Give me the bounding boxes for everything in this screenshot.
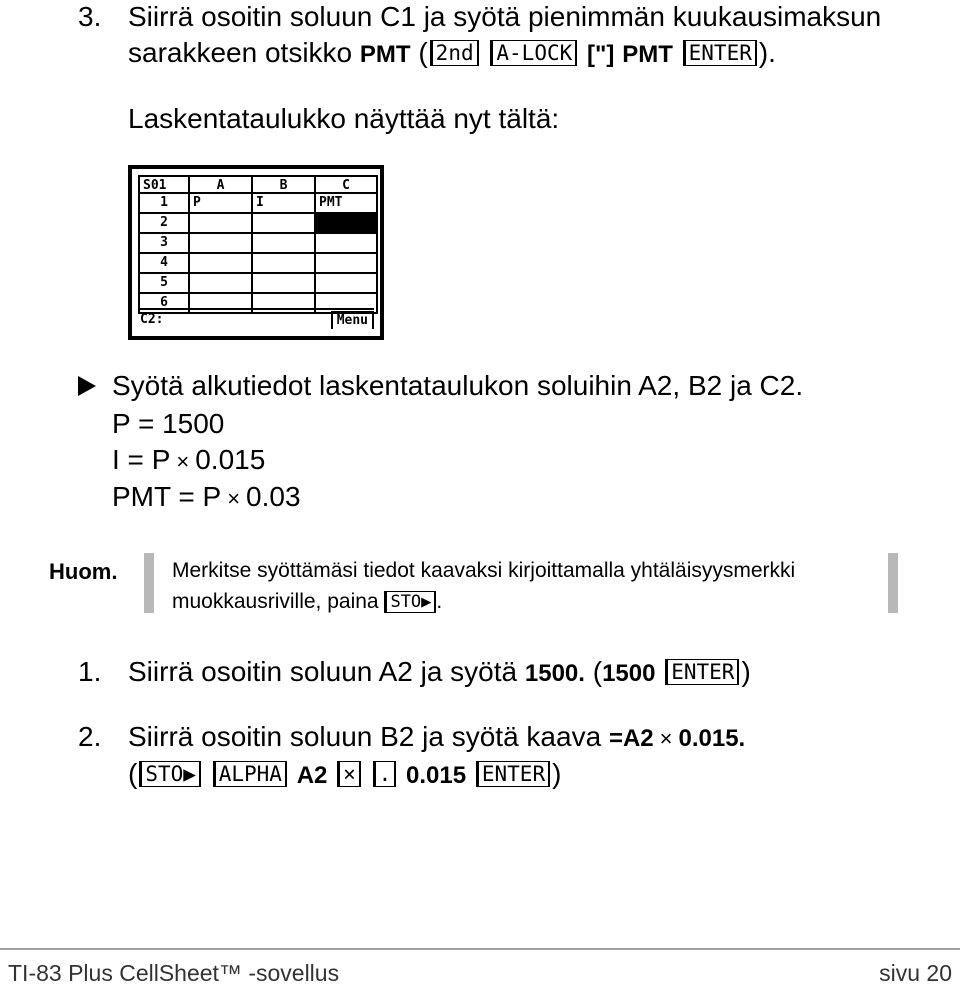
row-number: 5: [138, 274, 190, 294]
formula-pmt-val: 0.03: [246, 481, 301, 512]
cell-b3: [253, 234, 316, 254]
bullet-arrow-icon: [78, 376, 96, 396]
cell-b4: [253, 254, 316, 274]
row-number: 4: [138, 254, 190, 274]
col-header-c: C: [316, 175, 378, 194]
formula-p: P = 1500: [112, 408, 225, 439]
key-enter: ENTER: [683, 40, 757, 66]
key-dot: .: [373, 761, 397, 787]
footer-rule: [0, 948, 960, 950]
times-icon: ×: [659, 726, 673, 751]
step3-pmt-bold-2: PMT: [622, 41, 673, 68]
cell-c3: [316, 234, 378, 254]
times-icon: ×: [176, 449, 190, 474]
key-alock: A-LOCK: [490, 40, 577, 66]
status-cell-ref: C2:: [140, 312, 164, 327]
row-number: 2: [138, 214, 190, 234]
row-number: 1: [138, 194, 190, 214]
corner-cell: S01: [138, 175, 190, 194]
step1-paren: (: [592, 656, 603, 687]
bullet-text: Syötä alkutiedot laskentataulukon soluihin A2, B2 ja C2.: [112, 370, 804, 401]
step1-bold2: 1500: [602, 660, 656, 687]
cell-c1: PMT: [316, 194, 378, 214]
cell-b2: [253, 214, 316, 234]
key-enter: ENTER: [476, 761, 550, 787]
col-header-b: B: [253, 175, 316, 194]
cell-b1: I: [253, 194, 316, 214]
cell-c4: [316, 254, 378, 274]
footer-right: sivu 20: [879, 960, 952, 986]
quote-key: ["]: [587, 41, 615, 68]
key-alpha: ALPHA: [213, 761, 287, 787]
formula-i: [112, 443, 265, 479]
note-bar-right: [888, 553, 898, 613]
key-sto: STO▶: [384, 591, 436, 613]
key-sto: STO▶: [139, 761, 201, 787]
row-number: 3: [138, 234, 190, 254]
row-number: 6: [138, 294, 190, 314]
step3-paren-close: ).: [758, 37, 776, 68]
step2-line2: [128, 757, 561, 793]
note-line2: [172, 587, 442, 617]
cell-b5: [253, 274, 316, 294]
cell-a3: [190, 234, 253, 254]
status-bar: [138, 308, 374, 330]
step1-line: [128, 655, 751, 691]
cell-c2-selected: [316, 214, 378, 234]
step3-paren-open: (: [418, 37, 428, 68]
note-end: .: [436, 590, 443, 613]
formula-pmt: [112, 480, 301, 516]
spreadsheet-grid: [138, 175, 374, 330]
step3-line2: [128, 36, 776, 72]
step2-close: ): [552, 758, 562, 789]
note-bar-left: [144, 553, 154, 613]
cell-a4: [190, 254, 253, 274]
key-2nd: 2nd: [430, 40, 479, 66]
formula-i-pre: I = P: [112, 444, 171, 475]
cell-c5: [316, 274, 378, 294]
note-line2-text: muokkausriville, paina: [172, 590, 379, 613]
note-label: Huom.: [49, 559, 118, 584]
step2-paren: (: [128, 758, 138, 789]
step1-text: Siirrä osoitin soluun A2 ja syötä: [128, 656, 518, 687]
footer-left: TI-83 Plus CellSheet™ -sovellus: [8, 960, 340, 986]
step2-bold2: 0.015.: [678, 725, 746, 752]
step1-bold: 1500.: [524, 660, 585, 687]
menu-softkey: Menu: [331, 311, 374, 329]
cell-a5: [190, 274, 253, 294]
note-line1: Merkitse syöttämäsi tiedot kaavaksi kirjoittamalla yhtäläisyysmerkki: [172, 559, 796, 582]
step2-bold1: =A2: [608, 725, 654, 752]
cell-a2: [190, 214, 253, 234]
key-times: ×: [337, 761, 361, 787]
cell-a1: P: [190, 194, 253, 214]
step1-number: 1.: [78, 656, 102, 687]
formula-pmt-pre: PMT = P: [112, 481, 222, 512]
key-enter: ENTER: [665, 659, 739, 685]
step2-number: 2.: [78, 721, 102, 752]
step1-close: ): [741, 656, 751, 687]
step3-line1: Siirrä osoitin soluun C1 ja syötä pienimmän kuukausimaksun: [128, 1, 882, 32]
col-header-a: A: [190, 175, 253, 194]
step2-line1: [128, 720, 745, 756]
step2-val: 0.015: [406, 762, 467, 789]
calculator-screen: [128, 165, 384, 340]
step2-text: Siirrä osoitin soluun B2 ja syötä kaava: [128, 721, 602, 752]
times-icon: ×: [227, 486, 241, 511]
step3-pmt-bold: PMT: [359, 41, 411, 68]
formula-i-val: 0.015: [195, 444, 266, 475]
step3-line2-text: sarakkeen otsikko: [128, 37, 353, 68]
step2-a2: A2: [296, 762, 328, 789]
intro-text: Laskentataulukko näyttää nyt tältä:: [128, 103, 560, 134]
step3-number: 3.: [78, 1, 102, 32]
